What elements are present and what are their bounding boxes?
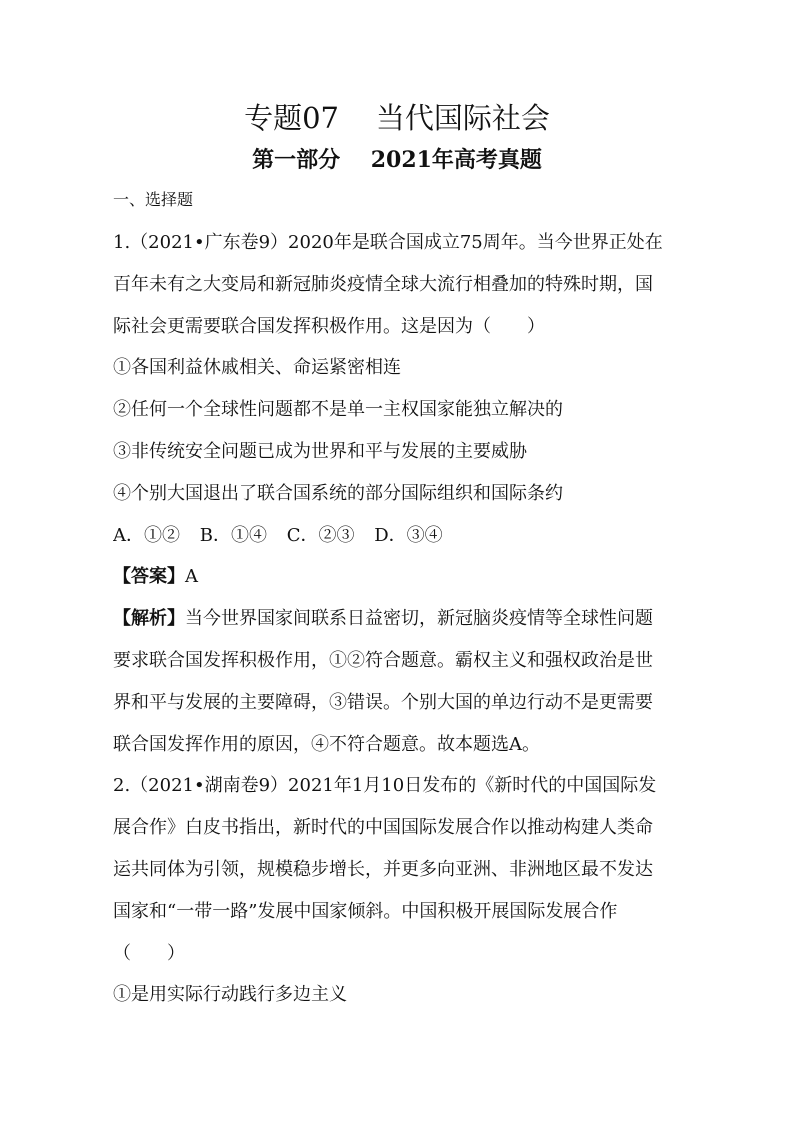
analysis-label: 【解析】 [113, 608, 185, 630]
question-2-line-3: 运共同体为引领，规模稳步增长，并更多向亚洲、非洲地区最不发达 [113, 858, 653, 880]
page-subtitle: 第一部分 2021年高考真题 [252, 147, 542, 173]
choice-b: B．①④ [199, 524, 267, 546]
page-title: 专题07 当代国际社会 [244, 101, 550, 135]
question-2-line-2: 展合作》白皮书指出，新时代的中国国际发展合作以推动构建人类命 [113, 817, 653, 839]
question-2-line-4: 国家和“一带一路”发展中国家倾斜。中国积极开展国际发展合作 [113, 900, 618, 922]
question-2-line-1: 2.（2021•湖南卷9）2021年1月10日发布的《新时代的中国国际发 [113, 775, 657, 797]
question-1-option-4: ④个别大国退出了联合国系统的部分国际组织和国际条约 [113, 482, 563, 504]
question-1-line-3: 际社会更需要联合国发挥积极作用。这是因为（ ） [113, 315, 545, 337]
answer-label: 【答案】 [113, 566, 185, 588]
question-1-analysis-line-3: 界和平与发展的主要障碍，③错误。个别大国的单边行动不是更需要 [113, 691, 653, 713]
answer-value: A [185, 566, 198, 588]
choice-d: D．③④ [374, 524, 443, 546]
choice-a: A．①② [113, 524, 180, 546]
choice-c: C．②③ [286, 524, 355, 546]
section-heading: 一、选择题 [113, 190, 194, 209]
question-1-analysis-line-2: 要求联合国发挥积极作用，①②符合题意。霸权主义和强权政治是世 [113, 649, 653, 671]
question-body [113, 222, 688, 1016]
question-1-line-2: 百年未有之大变局和新冠肺炎疫情全球大流行相叠加的特殊时期，国 [113, 273, 653, 295]
question-1-line-1: 1.（2021•广东卷9）2020年是联合国成立75周年。当今世界正处在 [113, 232, 663, 253]
question-1-option-1: ①各国利益休戚相关、命运紧密相连 [113, 357, 401, 379]
question-1-analysis-line-4: 联合国发挥作用的原因，④不符合题意。故本题选A。 [113, 733, 540, 755]
question-1-option-2: ②任何一个全球性问题都不是单一主权国家能独立解决的 [113, 399, 563, 421]
analysis-text: 当今世界国家间联系日益密切，新冠脑炎疫情等全球性问题 [185, 608, 653, 630]
question-1-answer [113, 556, 688, 598]
question-1-choices [113, 515, 688, 557]
question-2-line-5: （ ） [113, 942, 185, 964]
question-1-option-3: ③非传统安全问题已成为世界和平与发展的主要威胁 [113, 440, 527, 462]
question-2-option-1: ①是用实际行动践行多边主义 [113, 984, 347, 1006]
question-1-analysis-line-1 [113, 598, 688, 640]
